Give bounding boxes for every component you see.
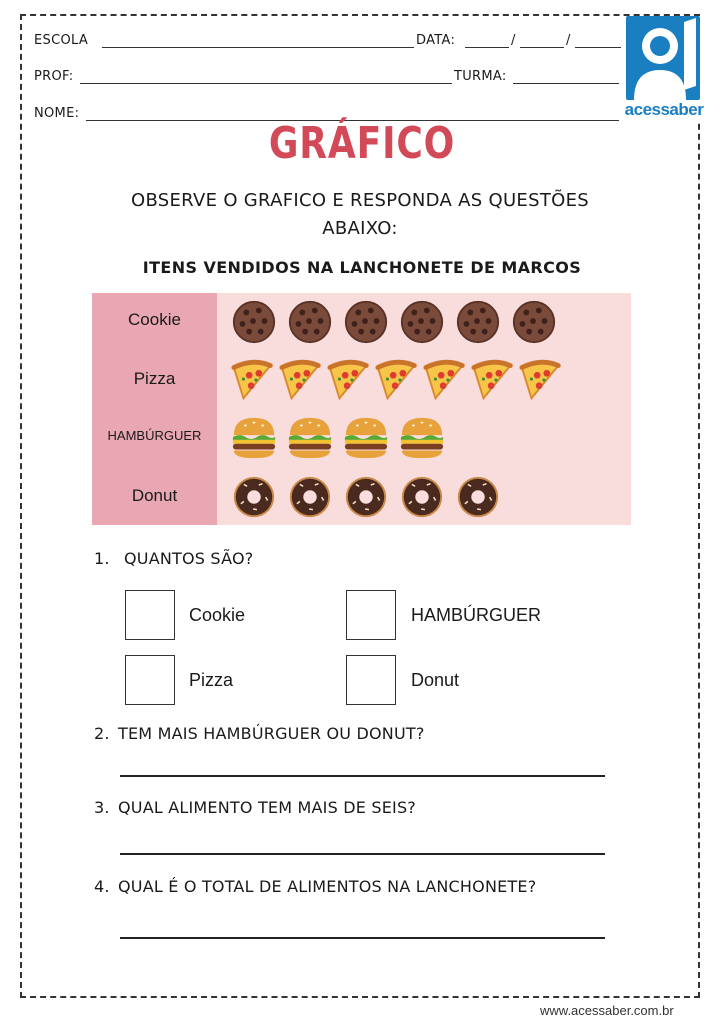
row-label-donut: Donut — [131, 486, 178, 505]
pizza-slice-icon — [470, 355, 518, 405]
hamburger-icon — [398, 413, 446, 463]
pizza-slice-icon — [230, 355, 278, 405]
q2-number: 2. — [94, 724, 110, 743]
answer-box-cookie[interactable] — [125, 590, 175, 640]
pictograph-chart — [92, 293, 631, 525]
data-label: DATA: — [416, 33, 456, 48]
prof-field[interactable] — [80, 69, 452, 84]
q3-number: 3. — [94, 798, 110, 817]
logo-text: acessaber — [624, 100, 704, 119]
acessaber-logo — [624, 16, 704, 120]
chart-title: ITENS VENDIDOS NA LANCHONETE DE MARCOS — [142, 258, 582, 277]
hamburger-icon — [230, 413, 278, 463]
donut-icon — [454, 472, 502, 522]
q3-text: QUAL ALIMENTO TEM MAIS DE SEIS? — [118, 798, 416, 817]
escola-field[interactable] — [102, 33, 414, 48]
q4-number: 4. — [94, 877, 110, 896]
q4-text: QUAL É O TOTAL DE ALIMENTOS NA LANCHONETE? — [118, 877, 537, 896]
hamburger-icon — [286, 413, 334, 463]
instructions: OBSERVE O GRAFICO E RESPONDA AS QUESTÕES ABAIXO: — [130, 190, 589, 239]
person-icon — [626, 16, 700, 100]
turma-label: TURMA: — [454, 69, 507, 84]
answer-box-donut[interactable] — [346, 655, 396, 705]
pizza-slice-icon — [422, 355, 470, 405]
donut-icon — [286, 472, 334, 522]
option-label-pizza: Pizza — [189, 670, 234, 690]
q1-text: QUANTOS SÃO? — [124, 549, 254, 568]
option-label-hamburguer: HAMBÚRGUER — [411, 605, 542, 625]
hamburger-icon — [342, 413, 390, 463]
q2-text: TEM MAIS HAMBÚRGUER OU DONUT? — [118, 724, 425, 743]
date-year-field[interactable] — [575, 33, 621, 48]
escola-label: ESCOLA — [34, 33, 89, 48]
page-title: GRÁFICO — [268, 118, 456, 169]
date-separator: / — [511, 33, 516, 48]
cookie-icon — [454, 297, 502, 347]
option-label-donut: Donut — [411, 670, 460, 690]
date-day-field[interactable] — [465, 33, 509, 48]
cookie-icon — [342, 297, 390, 347]
q3-answer-line[interactable] — [120, 853, 605, 855]
pizza-slice-icon — [518, 355, 566, 405]
q1-number: 1. — [94, 549, 110, 568]
pizza-slice-icon — [278, 355, 326, 405]
answer-box-hamburguer[interactable] — [346, 590, 396, 640]
q4-answer-line[interactable] — [120, 937, 605, 939]
logo-mark — [626, 16, 700, 100]
cookie-icon — [398, 297, 446, 347]
turma-field[interactable] — [513, 69, 619, 84]
q2-answer-line[interactable] — [120, 775, 605, 777]
donut-icon — [398, 472, 446, 522]
donut-icon — [342, 472, 390, 522]
option-label-cookie: Cookie — [189, 605, 246, 625]
prof-label: PROF: — [34, 69, 74, 84]
cookie-icon — [510, 297, 558, 347]
pizza-slice-icon — [326, 355, 374, 405]
cookie-icon — [286, 297, 334, 347]
date-separator: / — [566, 33, 571, 48]
row-label-cookie: Cookie — [128, 310, 181, 329]
pizza-slice-icon — [374, 355, 422, 405]
footer-url: www.acessaber.com.br — [540, 1003, 674, 1018]
donut-icon — [230, 472, 278, 522]
row-label-pizza: Pizza — [133, 369, 176, 388]
answer-box-pizza[interactable] — [125, 655, 175, 705]
row-label-hamburguer: HAMBÚRGUER — [107, 428, 202, 443]
chart-label-column — [92, 293, 217, 525]
nome-label: NOME: — [34, 106, 80, 121]
cookie-icon — [230, 297, 278, 347]
date-month-field[interactable] — [520, 33, 564, 48]
